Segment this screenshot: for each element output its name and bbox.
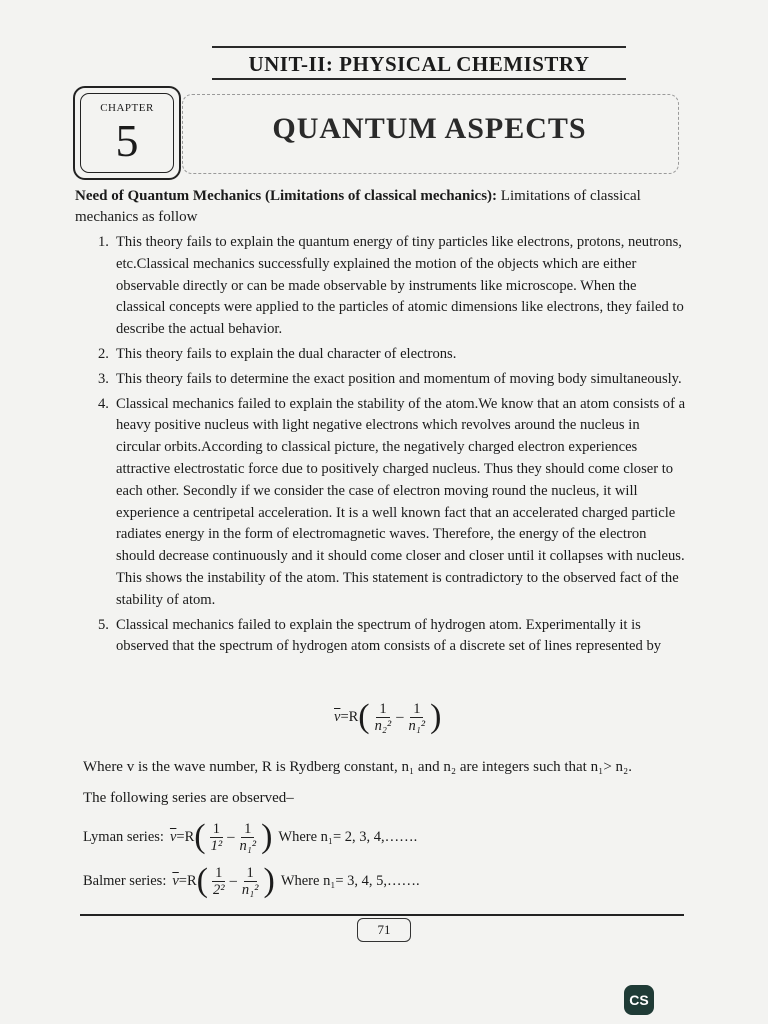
- fraction-denominator: 2²: [212, 881, 225, 898]
- fraction-denominator: n₂²: [374, 717, 392, 734]
- left-paren-icon: (: [196, 862, 208, 899]
- series-label: Balmer series:: [83, 872, 167, 889]
- list-item: [90, 615, 686, 659]
- right-paren-icon: ): [261, 818, 273, 855]
- lyman-series-formula: [83, 820, 417, 854]
- chapter-inner-frame: [80, 93, 174, 173]
- unit-top-rule: [212, 46, 626, 48]
- fraction-numerator: 1: [241, 821, 254, 838]
- formula-equals: =R: [340, 708, 359, 725]
- fraction-denominator: 1²: [210, 837, 223, 854]
- fraction-2: [239, 865, 262, 898]
- fraction-denominator: n₁²: [241, 881, 259, 898]
- list-item-text: This theory fails to explain the dual character of electrons.: [116, 345, 457, 362]
- chapter-box: [73, 86, 181, 180]
- series-intro: The following series are observed–: [83, 790, 294, 806]
- wavenumber-symbol: $\overline{v}$: [334, 708, 341, 725]
- footer-rule: [80, 914, 684, 916]
- list-item: [90, 369, 686, 391]
- fraction-1: [210, 865, 228, 898]
- list-item-number: 1.: [98, 234, 109, 250]
- list-item-number: 4.: [98, 395, 109, 412]
- intro-paragraph: [75, 186, 685, 228]
- fraction-numerator: 1: [376, 701, 389, 718]
- list-item-text: Classical mechanics failed to explain the stability of the atom.We know that an atom consists of a heavy positive nucleus with light negative electrons which revolves around the nucleus in circular orbits.According to classical picture, the negatively charged electron experiences attractive electrostatic force due to positively charged nucleus. Thus they should come closer to each other. Secondly if we consider the case of electron moving round the nucleus, it will experience a centripetal acceleration. It is a well known fact that an accelerated charged particle radiates energy in the form of electromagnetic waves. Therefore, the energy of the electron should decrease continuously and it should come closer and closer until it collapses with nucleus. This shows the instability of the atom. This statement is contradictory to the observed fact of the stability of atom.: [116, 395, 686, 608]
- list-item-text: This theory fails to explain the quantum energy of tiny particles like electrons, protons, neutrons, etc.Classical mechanics successfully explained the motion of the objects which are either observable directly or can be made observable by instruments like microscope. When the classical concepts were applied to the particles of atomic dimensions like electrons, they failed to describe the actual behavior.: [116, 234, 684, 338]
- list-item-text: This theory fails to determine the exact position and momentum of moving body simultaneously.: [116, 370, 682, 387]
- intro-text: Limitations of classical mechanics as follow: [75, 188, 641, 225]
- minus-sign: –: [227, 828, 235, 845]
- camscanner-badge-icon: CS: [624, 985, 654, 1015]
- list-item-number: 5.: [98, 616, 109, 633]
- chapter-number: 5: [115, 115, 139, 166]
- formula-equals: =R: [176, 828, 195, 845]
- fraction-2: [236, 821, 259, 854]
- list-item-number: 2.: [98, 345, 109, 362]
- series-where: Where n₁= 2, 3, 4,…….: [278, 828, 418, 845]
- series-where: Where n₁= 3, 4, 5,…….: [280, 872, 420, 889]
- rydberg-formula: [334, 700, 441, 734]
- left-paren-icon: (: [194, 818, 206, 855]
- page-number: 71: [357, 918, 411, 942]
- right-paren-icon: ): [430, 698, 442, 735]
- list-item: [90, 394, 686, 612]
- fraction-1: [372, 701, 395, 734]
- series-label: Lyman series:: [83, 828, 164, 845]
- fraction-denominator: n₁²: [239, 837, 257, 854]
- chapter-label: CHAPTER: [100, 102, 154, 114]
- list-item: [90, 232, 686, 341]
- fraction-2: [406, 701, 429, 734]
- right-paren-icon: ): [263, 862, 275, 899]
- fraction-numerator: 1: [410, 701, 423, 718]
- list-item-text: Classical mechanics failed to explain the spectrum of hydrogen atom. Experimentally it is observed that the spectrum of hydrogen atom consists of a discrete set of lines represented by: [116, 616, 662, 655]
- fraction-numerator: 1: [210, 821, 223, 838]
- chapter-title: QUANTUM ASPECTS: [272, 112, 587, 145]
- minus-sign: –: [396, 708, 404, 725]
- balmer-series-formula: [83, 864, 420, 898]
- where-line: Where v is the wave number, R is Rydberg constant, n₁ and n₂ are integers such that n₁> n₂.: [83, 759, 633, 775]
- wavenumber-symbol: $\overline{v}$: [172, 872, 179, 889]
- fraction-1: [208, 821, 226, 854]
- intro-heading: Need of Quantum Mechanics (Limitations of classical mechanics):: [75, 188, 498, 204]
- left-paren-icon: (: [358, 698, 370, 735]
- unit-bottom-rule: [212, 78, 626, 80]
- fraction-denominator: n₁²: [408, 717, 426, 734]
- unit-title: UNIT-II: PHYSICAL CHEMISTRY: [248, 52, 590, 76]
- wavenumber-symbol: $\overline{v}$: [169, 828, 177, 845]
- fraction-numerator: 1: [244, 865, 257, 882]
- list-item-number: 3.: [98, 370, 109, 387]
- fraction-numerator: 1: [212, 865, 225, 882]
- formula-equals: =R: [178, 872, 197, 889]
- minus-sign: –: [229, 872, 237, 889]
- limitations-list: [90, 232, 686, 661]
- list-item: [90, 344, 686, 366]
